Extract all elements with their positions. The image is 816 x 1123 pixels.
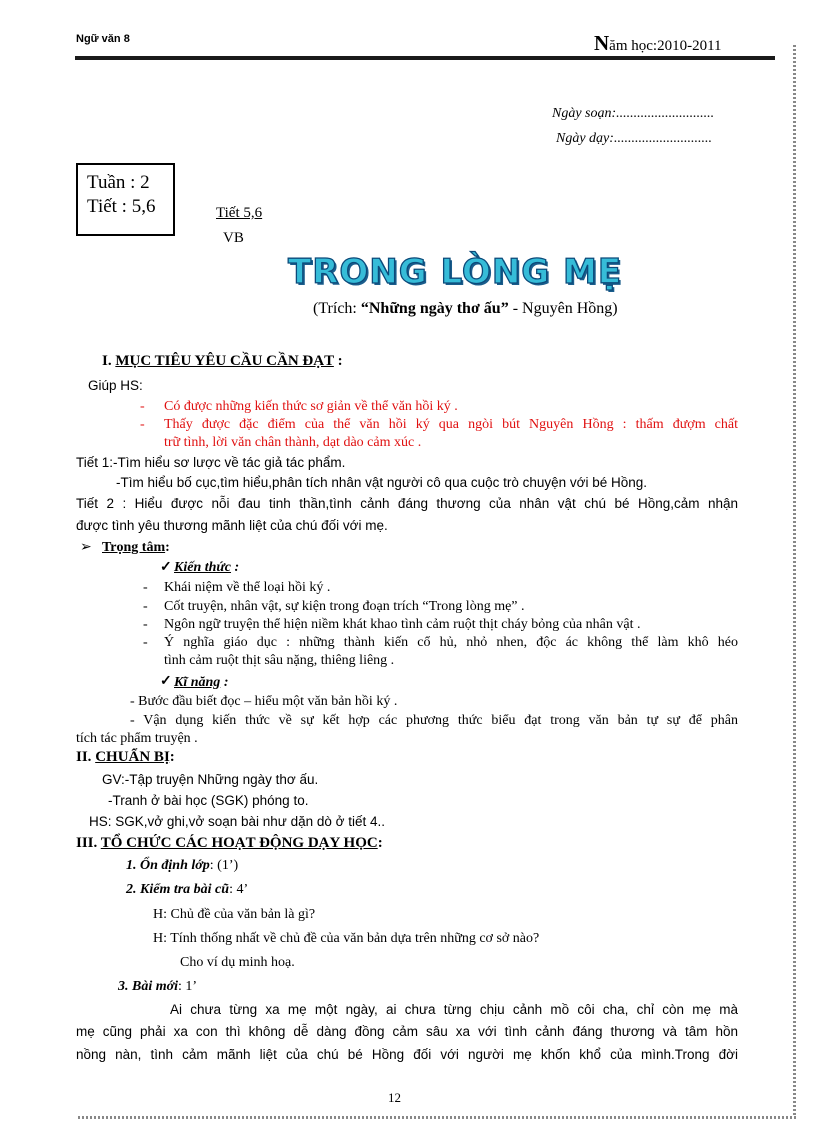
prep-date-label: Ngày soạn:: [552, 106, 617, 121]
section-2-heading: [76, 748, 175, 767]
lesson-title: TRONG LÒNG MẸ: [288, 252, 623, 292]
goal-dash: -: [140, 399, 145, 414]
page-number: 12: [388, 1090, 401, 1105]
skill-item: - Bước đầu biết đọc – hiểu một văn bản hồi ký .: [130, 694, 398, 709]
section-2-title: CHUẨN BỊ: [95, 749, 170, 765]
step-1: [126, 856, 238, 875]
review-question: H: Chủ đề của văn bản là gì?: [153, 907, 316, 922]
period-1-objective-detail: -Tìm hiểu bố cục,tìm hiểu,phân tích nhân vật người cô qua cuộc trò chuyện với bé Hồng.: [116, 475, 648, 490]
section-3-heading: [76, 834, 383, 853]
skills-colon: :: [220, 675, 229, 690]
knowledge-heading: [174, 558, 239, 577]
header-rule: [75, 56, 775, 60]
teacher-prep: GV:-Tập truyện Những ngày thơ ấu.: [102, 772, 319, 787]
knowledge-item: Ngôn ngữ truyện thể hiện niềm khát khao tình cảm ruột thịt cháy bỏng của nhân vật .: [164, 617, 641, 632]
knowledge-item: Khái niệm về thể loại hồi ký .: [164, 580, 331, 595]
section-1-heading: [102, 352, 343, 371]
week-period-box: [76, 163, 175, 236]
subtitle-suffix: - Nguyên Hồng): [508, 300, 618, 317]
prep-date-dots: ............................: [616, 106, 715, 121]
step-2-label: 2. Kiểm tra bài cũ: [126, 882, 230, 897]
teach-date-dots: ............................: [613, 131, 712, 146]
lesson-subtitle: [313, 300, 618, 318]
goal-item: Có được những kiến thức sơ giản về thể văn hồi ký .: [164, 399, 458, 414]
knowledge-item: Ý nghĩa giáo dục : những thành kiến cổ hủ, nhỏ nhen, độc ác không thể làm khô héo: [164, 635, 738, 650]
skill-item-continued: tích tác phẩm truyện .: [76, 731, 198, 746]
focus-colon: :: [165, 540, 170, 555]
step-3-label: 3. Bài mới: [118, 979, 179, 994]
section-2-numeral: II.: [76, 749, 96, 765]
intro-paragraph-line: Ai chưa từng xa mẹ một ngày, ai chưa từng chịu cảnh mồ côi cha, chỉ còn mẹ mà: [170, 1002, 738, 1017]
intro-paragraph-line: nồng nàn, tình cảm mãnh liệt của chú bé Hồng đối với người mẹ khốn khổ của mình.Trong đời: [76, 1047, 738, 1062]
teaching-date: [556, 131, 712, 147]
step-3: [118, 977, 197, 996]
section-1-title: MỤC TIÊU YÊU CẦU CẦN ĐẠT: [115, 353, 334, 369]
knowledge-item-continued: tình cảm ruột thịt sâu nặng, thiêng liêng .: [164, 653, 395, 668]
header-year-initial: N: [594, 31, 610, 55]
header-year-text: ăm học:2010-2011: [609, 38, 722, 54]
period-number: Tiết : 5,6: [87, 196, 156, 217]
section-3-numeral: III.: [76, 835, 101, 851]
section-1-colon: :: [333, 353, 343, 369]
header-school-year: [594, 31, 722, 56]
knowledge-dash: -: [143, 599, 148, 614]
goal-item-continued: trữ tình, lời văn chân thành, dạt dào cảm xúc .: [164, 435, 422, 450]
knowledge-dash: -: [143, 617, 148, 632]
skills-title: Kĩ năng: [174, 675, 221, 690]
knowledge-dash: -: [143, 635, 148, 650]
section-2-colon: :: [169, 749, 175, 765]
goal-item: Thấy được đặc điểm của thể văn hồi ký qua ngòi bút Nguyên Hồng : thấm đượm chất: [164, 417, 738, 432]
check-icon: ✓: [160, 560, 172, 575]
skills-heading: [174, 673, 228, 692]
step-2-time: : 4’: [229, 882, 249, 897]
section-1-intro: Giúp HS:: [88, 378, 143, 393]
week-number: Tuần : 2: [87, 172, 150, 193]
period-2-objective-continued: được tình yêu thương mãnh liệt của chú đối với mẹ.: [76, 518, 388, 533]
step-2: [126, 880, 248, 899]
period-2-objective: Tiết 2 : Hiểu được nỗi đau tinh thần,tình cảnh đáng thương của nhân vật chú bé Hồng,cảm nhận: [76, 496, 738, 511]
skill-item: - Vận dụng kiến thức về sự kết hợp các phương thức biểu đạt trong văn bản tự sự để phân: [130, 713, 738, 728]
subtitle-prefix: (Trích:: [313, 300, 361, 317]
intro-paragraph-line: mẹ cũng phải xa con thì không dễ dàng đồng cảm sâu xa với tình cảnh đáng thương và tâm hồn: [76, 1024, 738, 1039]
student-prep: HS: SGK,vở ghi,vở soạn bài như dặn dò ở tiết 4..: [89, 814, 385, 829]
step-3-time: : 1’: [178, 979, 198, 994]
teacher-prep-item: -Tranh ở bài học (SGK) phóng to.: [108, 793, 309, 808]
preparation-date: [552, 106, 714, 122]
section-1-numeral: I.: [102, 353, 116, 369]
review-question-continued: Cho ví dụ minh hoạ.: [180, 955, 295, 970]
knowledge-colon: :: [231, 560, 240, 575]
header-subject: Ngữ văn 8: [76, 33, 130, 45]
lesson-period: Tiết 5,6: [216, 205, 263, 221]
page-shadow-bottom: [78, 1116, 796, 1119]
step-1-time: : (1’): [209, 858, 239, 873]
subtitle-work: “Những ngày thơ ấu”: [360, 300, 509, 317]
knowledge-item: Cốt truyện, nhân vật, sự kiện trong đoạn trích “Trong lòng mẹ” .: [164, 599, 525, 614]
lesson-type-label: VB: [223, 230, 244, 246]
knowledge-title: Kiến thức: [174, 560, 232, 575]
focus-title: Trọng tâm: [102, 540, 166, 555]
knowledge-dash: -: [143, 580, 148, 595]
section-3-colon: :: [377, 835, 383, 851]
goal-dash: -: [140, 417, 145, 432]
arrow-bullet-icon: ➢: [80, 540, 92, 555]
focus-heading: [102, 538, 170, 557]
review-question: H: Tính thống nhất về chủ đề của văn bản dựa trên những cơ sở nào?: [153, 931, 540, 946]
section-3-title: TỔ CHỨC CÁC HOẠT ĐỘNG DẠY HỌC: [100, 835, 378, 851]
check-icon: ✓: [160, 674, 172, 689]
page-shadow-right: [793, 45, 796, 1115]
step-1-label: 1. Ổn định lớp: [126, 858, 210, 873]
period-1-objective: Tiết 1:-Tìm hiểu sơ lược về tác giả tác phẩm.: [76, 455, 346, 470]
teach-date-label: Ngày dạy:: [556, 131, 614, 146]
